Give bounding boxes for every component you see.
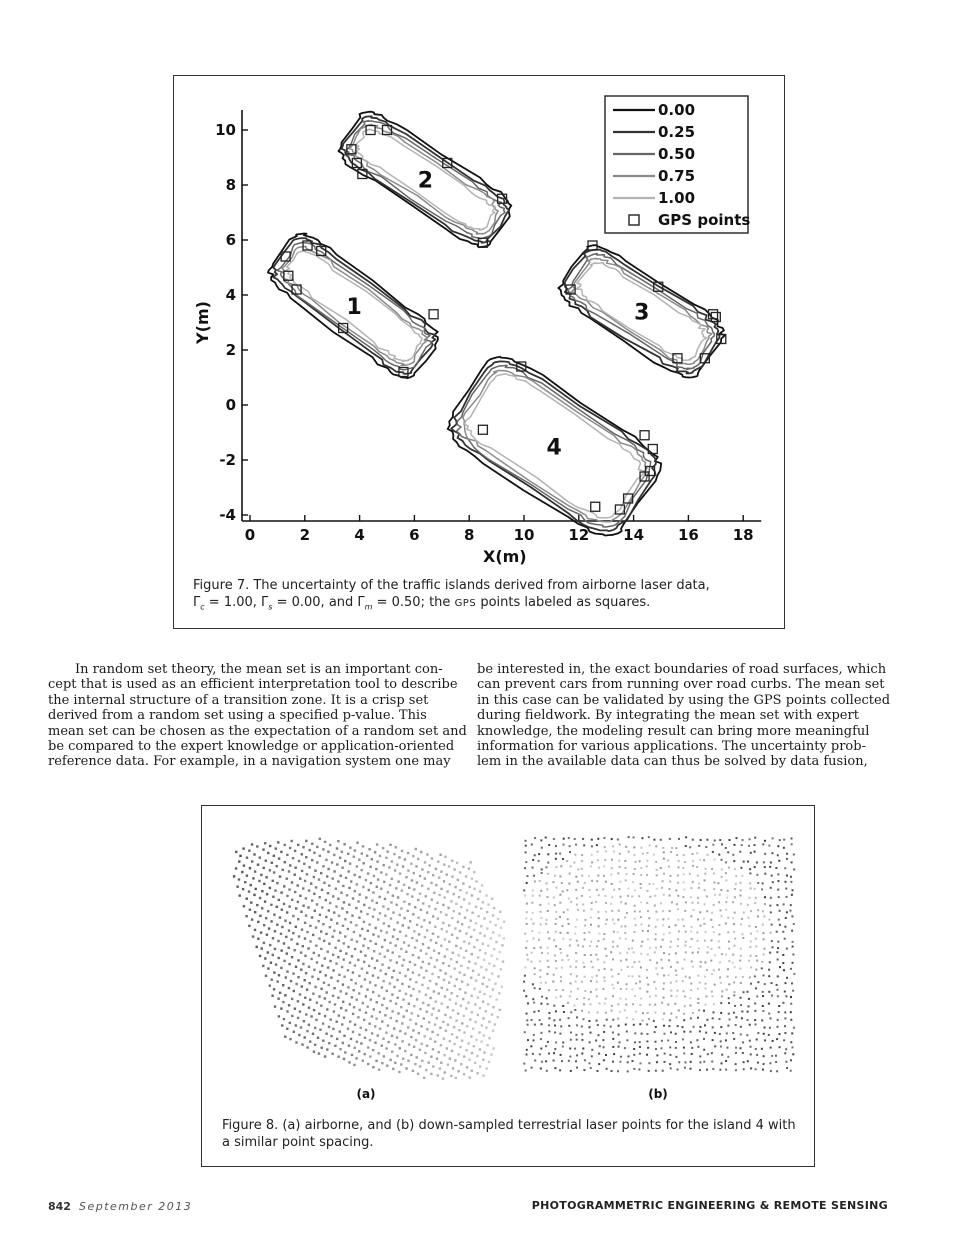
figure-8-frame [201,805,815,1167]
body-line: knowledge, the modeling result can bring more meaningful [477,723,870,739]
island-label-4: 4 [546,435,562,461]
body-line: reference data. For example, in a navigation system one may [48,754,451,770]
page-number: 842 [48,1200,71,1213]
gps-point-marker [591,502,600,511]
island-label-2: 2 [417,168,434,194]
y-tick-label: 0 [225,396,236,414]
x-tick-label: 18 [732,526,754,544]
y-tick-label: -4 [219,506,236,524]
body-line: in this case can be validated by using the GPS points collected [477,692,891,708]
panel-b-label: (b) [648,1087,668,1101]
body-line: cept that is used as an efficient interpretation tool to describe [48,677,458,693]
y-tick-label: 4 [225,286,236,304]
gamma-symbol: Γ [261,595,269,610]
issue-date: September 2013 [78,1200,193,1213]
value-s: = 0.00, and [272,595,358,610]
body-line: information for various applications. The uncertainty prob- [477,739,866,755]
x-tick-label: 10 [513,526,535,544]
x-tick-label: 0 [244,526,256,544]
body-column-left [48,662,467,770]
legend-label: GPS points [658,211,751,229]
legend-label: 0.00 [658,101,696,119]
x-tick-label: 4 [354,526,365,544]
legend-label: 1.00 [658,189,696,207]
x-tick-label: 6 [409,526,420,544]
body-column-right [477,662,891,770]
gamma-symbol: Γ [357,595,365,610]
journal-name: PHOTOGRAMMETRIC ENGINEERING & REMOTE SENSING [531,1199,888,1212]
body-line: be interested in, the exact boundaries of road surfaces, which [477,662,887,677]
x-tick-label: 16 [677,526,699,544]
figure-8-caption-line2: a similar point spacing. [222,1135,374,1150]
island-label-3: 3 [634,300,650,326]
body-line: In random set theory, the mean set is an important con- [75,662,443,677]
legend-label: 0.25 [658,123,696,141]
x-tick-label: 2 [299,526,311,544]
gps-abbrev: GPS [454,598,477,609]
panel-a-label: (a) [356,1087,376,1101]
x-tick-label: 8 [463,526,475,544]
y-tick-label: 10 [215,121,236,139]
value-c: = 1.00, [204,595,262,610]
gps-point-marker [640,431,649,440]
y-tick-label: 2 [225,341,236,359]
value-m: = 0.50; the [372,595,455,610]
body-line: derived from a random set using a specified p-value. This [48,708,427,724]
gamma-symbol: Γ [193,595,201,610]
y-tick-label: 6 [225,231,236,249]
y-tick-label: -2 [219,451,236,469]
x-tick-label: 12 [568,526,590,544]
figure-8-caption-line1: Figure 8. (a) airborne, and (b) down-sampled terrestrial laser points for the island 4 with [222,1118,796,1133]
body-line: be compared to the expert knowledge or application-oriented [48,739,455,755]
figure-7-caption [193,577,773,616]
footer-left [48,1200,192,1213]
y-tick-label: 8 [225,176,236,194]
legend-label: 0.75 [658,167,696,185]
figure-7-caption-prefix: Figure 7. The uncertainty of the traffic islands derived from airborne laser data, [193,578,710,593]
x-axis-label: X(m) [482,547,527,566]
body-line: mean set can be chosen as the expectation of a random set and [48,723,467,739]
x-tick-label: 14 [623,526,645,544]
island-label-1: 1 [346,295,362,320]
body-line: during fieldwork. By integrating the mean set with expert [477,708,859,724]
body-line: the internal structure of a transition zone. It is a crisp set [48,692,429,708]
gps-point-marker [429,310,438,319]
body-line: can prevent cars from running over road curbs. The mean set [477,677,885,693]
sub-s: s [268,602,273,612]
figure-8-caption [222,1117,802,1151]
figure-7-chart [0,0,960,580]
y-axis-label: Y(m) [193,301,212,344]
sub-m: m [364,602,373,612]
sub-c: c [200,602,205,612]
figure-7-caption-suffix: points labeled as squares. [476,595,651,610]
legend-label: 0.50 [658,145,696,163]
gps-point-marker [478,425,487,434]
body-line: lem in the available data can thus be solved by data fusion, [477,754,868,770]
